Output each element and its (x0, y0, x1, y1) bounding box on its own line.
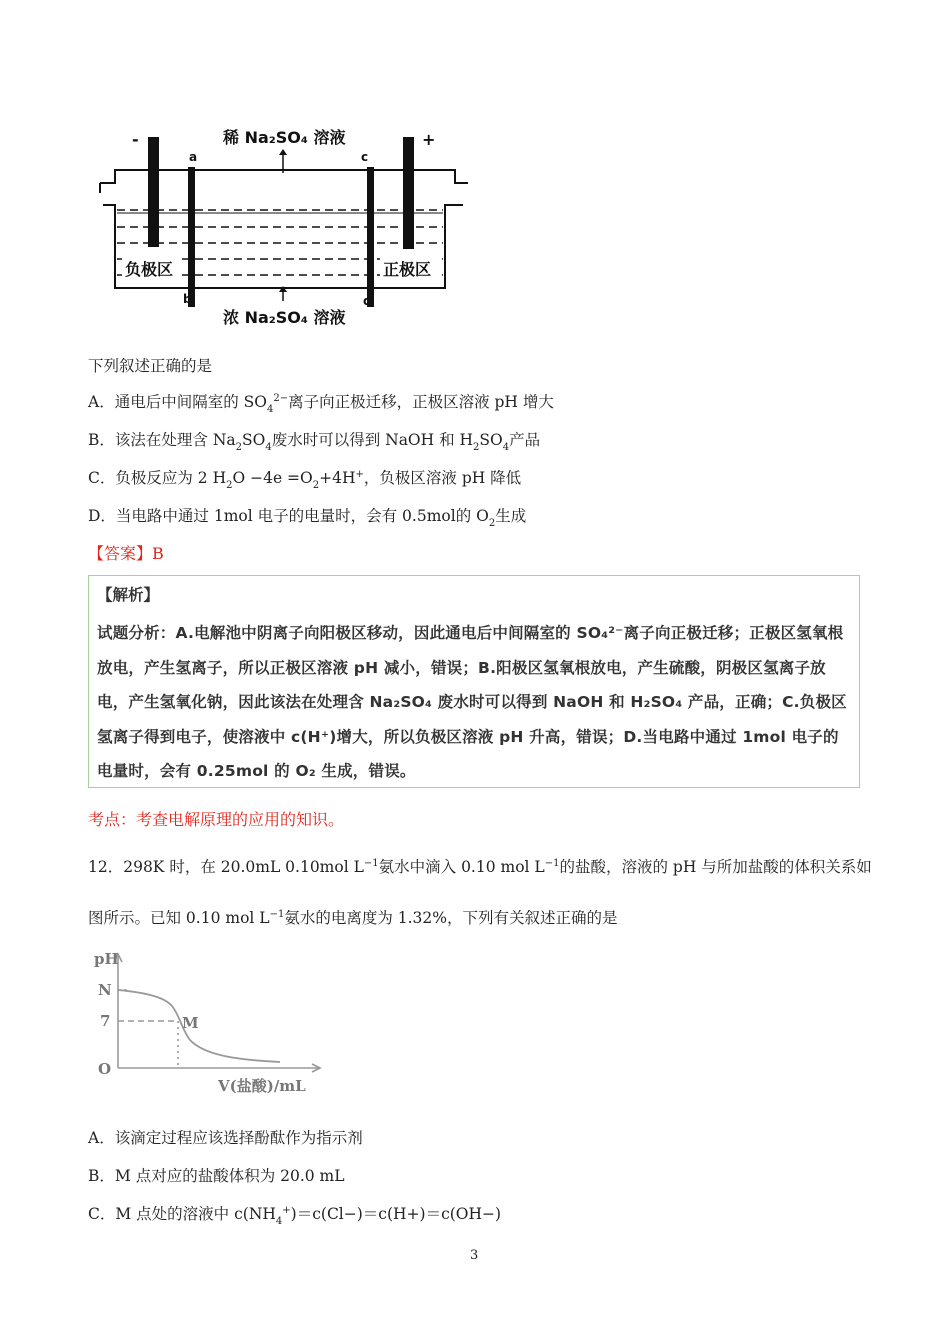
q12-option-b: B．M 点对应的盐酸体积为 20.0 mL (88, 1167, 345, 1185)
electrolysis-diagram (95, 125, 475, 330)
page-number: 3 (470, 1248, 479, 1263)
x-axis-label: V(盐酸)/mL (218, 1077, 306, 1095)
q11-kaodian: 考点：考查电解原理的应用的知识。 (88, 810, 345, 829)
q12-option-a: A．该滴定过程应该选择酚酞作为指示剂 (88, 1129, 363, 1147)
titration-graph (90, 948, 330, 1113)
q11-answer: 【答案】B (88, 544, 164, 563)
n-label: N (98, 981, 112, 999)
q11-option-a: A．通电后中间隔室的 $SO_4^{2-}$离子向正极迁移，正极区溶液 pH 增大 (88, 393, 554, 415)
label-b: b (183, 292, 192, 306)
label-d: d (363, 294, 372, 308)
right-region-label: 正极区 (383, 260, 432, 279)
analysis-box (88, 575, 860, 788)
label-c: c (361, 150, 369, 164)
plus-label: + (422, 130, 436, 149)
left-region-label: 负极区 (125, 260, 174, 279)
bottom-label: 浓 Na₂SO₄ 溶液 (223, 308, 346, 327)
origin-label: O (98, 1060, 112, 1078)
q11-option-b: B．该法在处理含 $Na_2SO_4$废水时可以得到 NaOH 和 $H_2SO_4$产品 (88, 431, 541, 453)
q11-stem: 下列叙述正确的是 (88, 357, 213, 375)
minus-label: - (132, 130, 139, 149)
y-axis-label: pH (94, 950, 119, 968)
q12-stem-line1: 12．298K 时，在 20.0mL 0.10mol $L^{-1}$氨水中滴入 0.10 mol $L^{-1}$的盐酸，溶液的 pH 与所加盐酸的体积关系如 (88, 858, 872, 876)
q11-option-c: C．负极反应为 2 $H_2O -4e =O_2+4H^+$，负极区溶液 pH 降低 (88, 469, 522, 491)
q11-option-d: D．当电路中通过 1mol 电子的电量时，会有 0.5mol的 $O_2$生成 (88, 507, 527, 529)
ph7-label: 7 (100, 1012, 111, 1030)
analysis-text: 试题分析：A.电解池中阴离子向阳极区移动，因此通电后中间隔室的 SO₄²⁻离子向正极迁移；正极区氢氧根放电，产生氢离子，所以正极区溶液 pH 减小，错误；B.阳极区氢氧根放电，产生硫酸，阴极区氢离子放电，产生氢氧化钠，因此该法在处理含 Na₂SO₄ 废水时可以得到 NaOH 和 H₂SO₄ 产品，正确；C.负极区氢离子得到电子，使溶液中 c(H⁺)增大，所以负极区溶液 pH 升高，错误；D.当电路中通过 1mol 电子的电量时，会有 0.25mol 的 O₂ 生成，错误。 (97, 624, 847, 780)
titration-curve (118, 990, 280, 1062)
m-label: M (182, 1014, 199, 1032)
q12-option-c: C．M 点处的溶液中 $c(NH_4^+)=c(Cl-)=c(H+)=c(OH-)$ (88, 1205, 502, 1227)
top-label: 稀 Na₂SO₄ 溶液 (223, 128, 346, 147)
label-a: a (189, 150, 198, 164)
q12-stem-line2: 图所示。已知 0.10 mol $L^{-1}$氨水的电离度为 1.32%，下列有关叙述正确的是 (88, 909, 618, 927)
analysis-title: 【解析】 (97, 586, 160, 604)
